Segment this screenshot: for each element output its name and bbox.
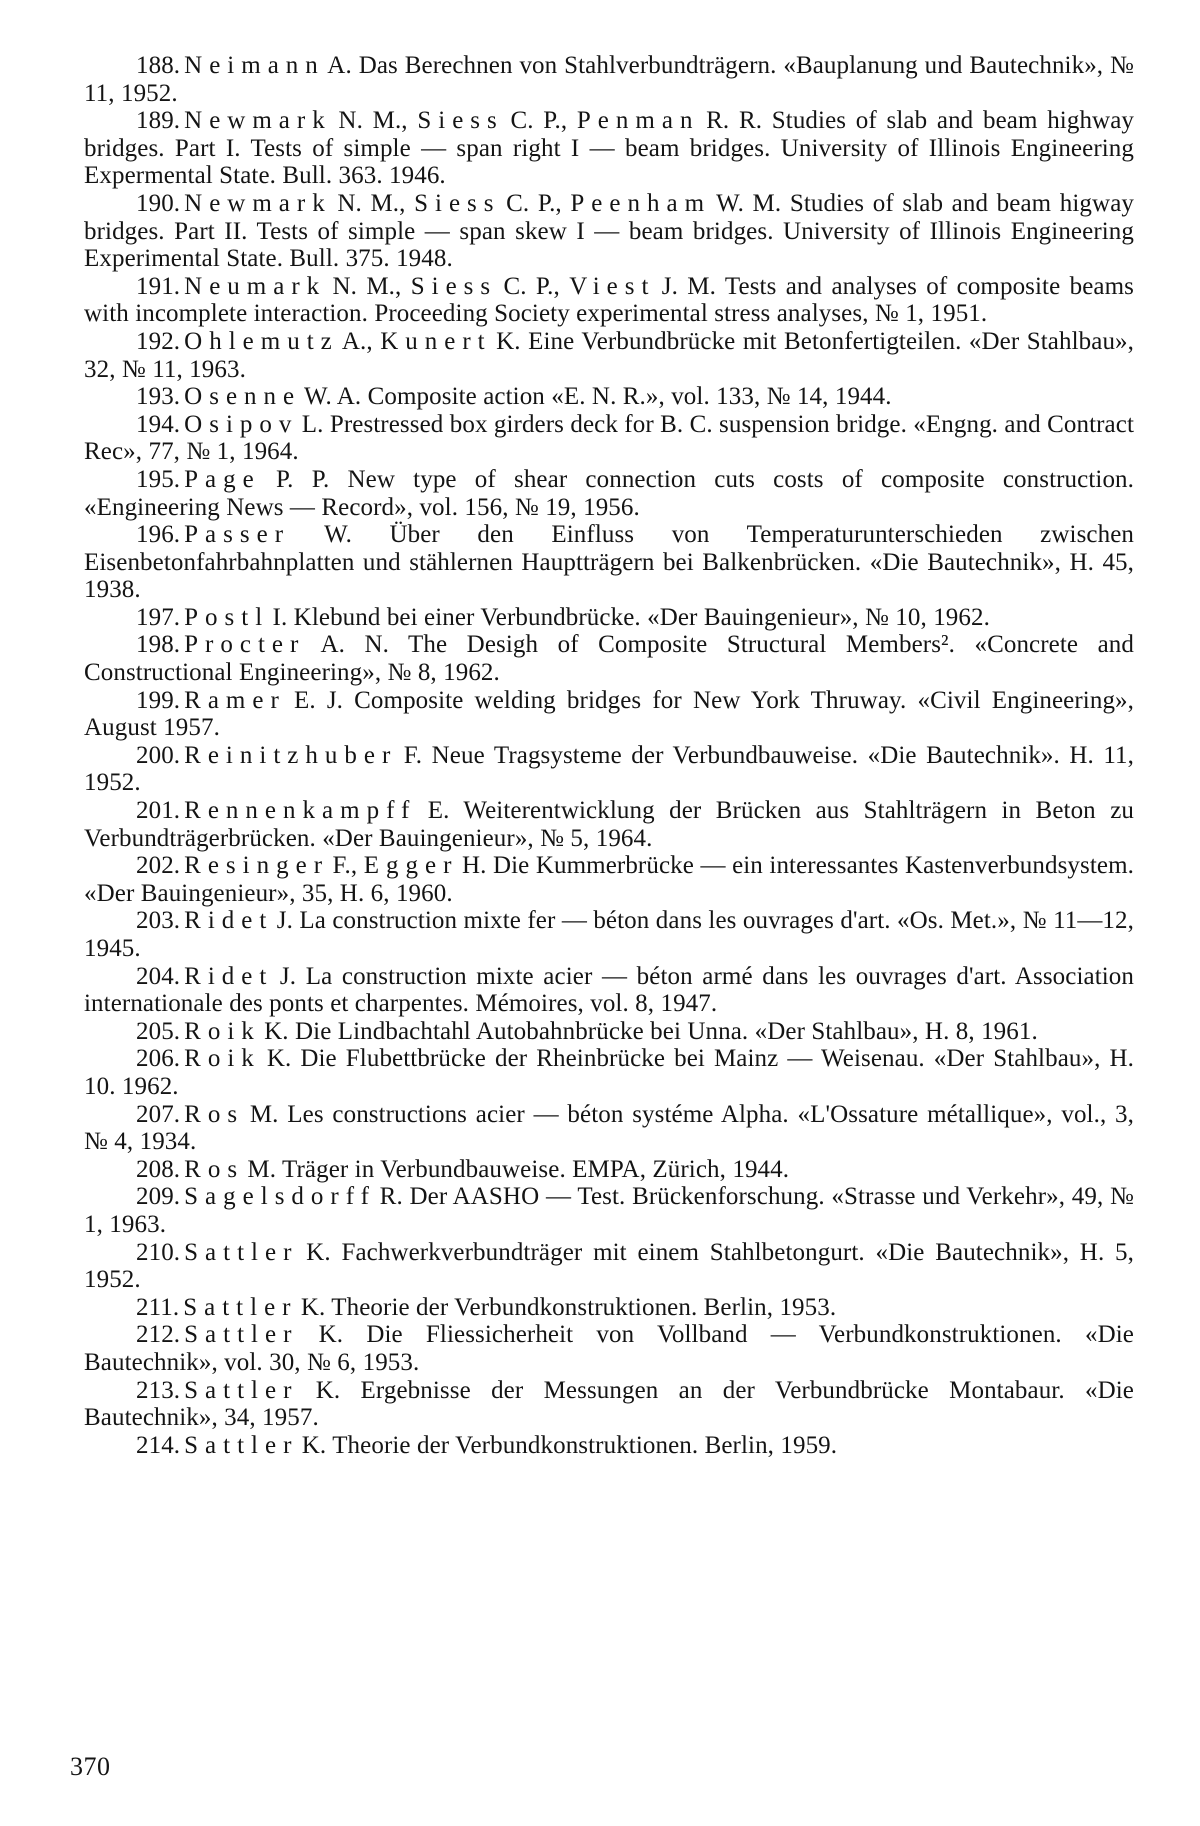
reference-initials: L. (295, 410, 330, 438)
reference-initials: H. (455, 852, 493, 880)
reference-initials: K. (295, 1238, 342, 1266)
reference-number: 195. (136, 465, 181, 493)
reference-text: Theorie der Verbundkonstruktionen. Berlin, 1953. (331, 1293, 837, 1321)
reference-initials: I. (266, 603, 294, 631)
reference-number: 196. (136, 521, 181, 549)
reference-initials: J. M. (652, 272, 725, 300)
reference-entry (84, 852, 1134, 907)
reference-author: Roik (184, 1045, 261, 1073)
reference-author: Penman (576, 107, 700, 135)
reference-text: Träger in Verbundbauweise. EMPA, Zürich, 1944. (282, 1155, 790, 1183)
reference-author: Ohlemutz (184, 327, 339, 355)
reference-entry (84, 411, 1134, 466)
reference-entry (84, 521, 1134, 604)
reference-author: Sattler (184, 1431, 299, 1459)
reference-author: Newmark (184, 107, 332, 135)
reference-text: Die Kummerbrücke — ein interessantes Kastenverbundsystem. «Der Bauingenieur», 35, H. 6, 1960. (84, 852, 1134, 907)
reference-entry (84, 604, 1134, 632)
reference-number: 188. (136, 52, 181, 79)
reference-author: Ridet (184, 962, 274, 990)
reference-text: Das Berechnen von Stahlverbundträgern. «Bauplanung und Bautechnik», № 11, 1952. (84, 52, 1134, 107)
reference-initials: P. P. (257, 465, 348, 493)
reference-initials: N. M., (328, 107, 418, 135)
reference-author: Roik (184, 1017, 261, 1045)
page-number: 370 (70, 1752, 111, 1781)
reference-initials: E. J. (282, 686, 355, 714)
reference-number: 204. (136, 962, 181, 990)
reference-author: Passer (184, 521, 291, 549)
reference-initials: N. M., (323, 272, 411, 300)
reference-number: 197. (136, 603, 181, 631)
reference-entry (84, 1101, 1134, 1156)
reference-entry (84, 1156, 1134, 1184)
reference-entry (84, 52, 1134, 107)
reference-entry (84, 742, 1134, 797)
reference-entry (84, 1432, 1134, 1460)
reference-initials: W. (287, 521, 390, 549)
reference-number: 208. (136, 1155, 181, 1183)
reference-text: Prestressed box girders deck for B. C. suspension bridge. «Engng. and Contract Rec», 77, № 1, 1964. (84, 410, 1134, 466)
reference-author: Page (184, 465, 261, 493)
reference-number: 203. (136, 907, 181, 935)
reference-entry (84, 907, 1134, 962)
reference-text: Die Fliessicherheit von Vollband — Verbundkonstruktionen. «Die Bautechnik», vol. 30, № 6, 1953. (84, 1321, 1134, 1376)
reference-initials: K. (294, 1293, 332, 1321)
reference-author: Egger (363, 852, 459, 880)
reference-initials: M. (241, 1100, 288, 1128)
reference-entry (84, 1377, 1134, 1432)
reference-entry (84, 328, 1134, 383)
reference-initials: F. (394, 741, 432, 769)
reference-author: Peenham (570, 189, 712, 217)
reference-initials: M. (241, 1155, 282, 1183)
reference-entry (84, 631, 1134, 686)
reference-number: 210. (136, 1238, 181, 1266)
reference-entry (84, 963, 1134, 1018)
reference-number: 192. (136, 327, 181, 355)
reference-number: 202. (136, 852, 181, 880)
reference-initials: F., (326, 852, 364, 880)
reference-author: Viest (569, 272, 656, 300)
reference-entry (84, 1018, 1134, 1046)
reference-initials: W. M. (708, 189, 790, 217)
reference-author: Rennenkampff (184, 797, 417, 825)
reference-initials: R. (372, 1183, 410, 1211)
reference-entry (84, 383, 1134, 411)
reference-text: Composite action «E. N. R.», vol. 133, № 14, 1944. (367, 383, 892, 411)
reference-initials: A. (321, 52, 359, 79)
reference-text: Theorie der Verbundkonstruktionen. Berlin, 1959. (332, 1431, 838, 1459)
reference-author: Reinitzhuber (184, 741, 398, 769)
reference-text: Studies of slab and beam highway bridges. Part I. Tests of simple — span right I — beam bridges. University of Illinois Engineering Expermental State. Bull. 363. 1946. (84, 107, 1134, 190)
reference-number: 209. (136, 1183, 181, 1211)
reference-entry (84, 797, 1134, 852)
reference-text: La construction mixte fer — béton dans les ouvrages d'art. «Os. Met.», № 11—12, 1945. (84, 907, 1134, 962)
reference-text: Studies of slab and beam higway bridges. Part II. Tests of simple — span skew I — beam bridges. University of Illinois Engineering Experimental State. Bull. 375. 1948. (84, 189, 1134, 273)
reference-entry (84, 107, 1134, 190)
reference-author: Postl (184, 603, 270, 631)
reference-author: Sattler (184, 1238, 299, 1266)
reference-initials: A., (335, 327, 381, 355)
reference-number: 211. (136, 1293, 180, 1321)
reference-author: Siess (417, 107, 504, 135)
reference-text: Der AASHO — Test. Brückenforschung. «Strasse und Verkehr», 49, № 1, 1963. (84, 1183, 1135, 1238)
reference-author: Procter (184, 631, 306, 659)
reference-author: Osipov (184, 410, 299, 438)
reference-initials: K. (295, 1431, 333, 1459)
reference-author: Neumark (184, 272, 327, 300)
reference-author: Sagelsdorff (184, 1183, 376, 1211)
reference-entry (84, 466, 1134, 521)
reference-text: Über den Einfluss von Temperaturunterschieden zwischen Eisenbetonfahrbahnplatten und stählernen Hauptträgern bei Balkenbrücken. «Die Bautechnik», H. 45, 1938. (84, 521, 1134, 604)
reference-author: Ramer (184, 686, 286, 714)
reference-author: Newmark (184, 189, 332, 217)
reference-entry (84, 1045, 1134, 1100)
reference-author: Osenne (184, 383, 302, 411)
reference-text: The Desigh of Composite Structural Members². «Concrete and Constructional Engineering», № 8, 1962. (84, 631, 1134, 687)
reference-initials: K. (295, 1321, 367, 1349)
reference-author: Ridet (184, 907, 274, 935)
reference-author: Siess (410, 272, 498, 300)
reference-initials: J. (270, 907, 300, 935)
reference-text: Les constructions acier — béton systéme Alpha. «L'Ossature métallique», vol., 3, № 4, 1934. (84, 1100, 1134, 1156)
reference-text: Klebund bei einer Verbundbrücke. «Der Bauingenieur», № 10, 1962. (293, 603, 990, 631)
reference-text: Fachwerkverbundträger mit einem Stahlbetongurt. «Die Bautechnik», H. 5, 1952. (84, 1238, 1134, 1294)
reference-number: 199. (136, 686, 181, 714)
reference-initials: C. P., (494, 272, 570, 300)
reference-text: Neue Tragsysteme der Verbundbauweise. «Die Bautechnik». H. 11, 1952. (84, 741, 1134, 797)
reference-author: Neimann (184, 52, 325, 79)
reference-text: Ergebnisse der Messungen an der Verbundbrücke Montabaur. «Die Bautechnik», 34, 1957. (84, 1376, 1134, 1432)
reference-text: Composite welding bridges for New York Thruway. «Civil Engineering», August 1957. (84, 686, 1134, 742)
reference-number: 189. (136, 107, 181, 135)
reference-entry (84, 1239, 1134, 1294)
bibliography-page (84, 52, 1134, 1459)
reference-author: Ros (184, 1100, 245, 1128)
reference-text: New type of shear connection cuts costs of composite construction. «Engineering News — Record», vol. 156, № 19, 1956. (84, 465, 1134, 521)
reference-entry (84, 687, 1134, 742)
reference-number: 194. (136, 410, 181, 438)
reference-text: Weiterentwicklung der Brücken aus Stahlträgern in Beton zu Verbundträgerbrücken. «Der Bauingenieur», № 5, 1964. (84, 797, 1134, 852)
reference-initials: C. P., (500, 107, 577, 135)
reference-entry (84, 1183, 1134, 1238)
reference-initials: J. (270, 962, 306, 990)
reference-initials: N. M., (328, 189, 415, 217)
reference-author: Sattler (184, 1321, 299, 1349)
reference-number: 206. (136, 1045, 181, 1073)
reference-initials: K. (295, 1376, 361, 1404)
reference-text: Die Flubettbrücke der Rheinbrücke bei Mainz — Weisenau. «Der Stahlbau», H. 10. 1962. (84, 1045, 1134, 1100)
reference-number: 198. (136, 631, 181, 659)
reference-initials: A. N. (302, 631, 409, 659)
reference-initials: K. (257, 1045, 301, 1073)
reference-initials: R. R. (696, 107, 772, 135)
reference-text: Eine Verbundbrücke mit Betonfertigteilen. «Der Stahlbau», 32, № 11, 1963. (84, 327, 1134, 383)
reference-initials: C. P., (497, 189, 571, 217)
reference-author: Siess (414, 189, 501, 217)
reference-number: 205. (136, 1017, 181, 1045)
reference-entry (84, 190, 1134, 273)
reference-author: Kunert (380, 327, 492, 355)
reference-number: 200. (136, 741, 181, 769)
reference-entry (84, 1294, 1134, 1322)
reference-text: Tests and analyses of composite beams with incomplete interaction. Proceeding Society experimental stress analyses, № 1, 1951. (84, 272, 1134, 328)
reference-text: Die Lindbachtahl Autobahnbrücke bei Unna. «Der Stahlbau», H. 8, 1961. (295, 1017, 1038, 1045)
reference-number: 214. (136, 1431, 181, 1459)
reference-entry (84, 1321, 1134, 1376)
reference-number: 193. (136, 383, 181, 411)
reference-author: Sattler (184, 1376, 299, 1404)
reference-author: Ros (184, 1155, 245, 1183)
reference-author: Sattler (183, 1293, 298, 1321)
reference-initials: E. (413, 797, 464, 825)
reference-number: 201. (136, 797, 181, 825)
reference-number: 190. (136, 189, 181, 217)
reference-number: 207. (136, 1100, 181, 1128)
reference-entry (84, 273, 1134, 328)
reference-initials: K. (488, 327, 529, 355)
reference-number: 213. (136, 1376, 181, 1404)
reference-initials: K. (257, 1017, 295, 1045)
reference-initials: W. A. (298, 383, 368, 411)
reference-number: 212. (136, 1321, 181, 1349)
reference-number: 191. (136, 272, 181, 300)
reference-author: Resinger (184, 852, 330, 880)
reference-list (84, 52, 1134, 1459)
reference-text: La construction mixte acier — béton armé dans les ouvrages d'art. Association internationale des ponts et charpentes. Mémoires, vol. 8, 1947. (84, 962, 1134, 1018)
